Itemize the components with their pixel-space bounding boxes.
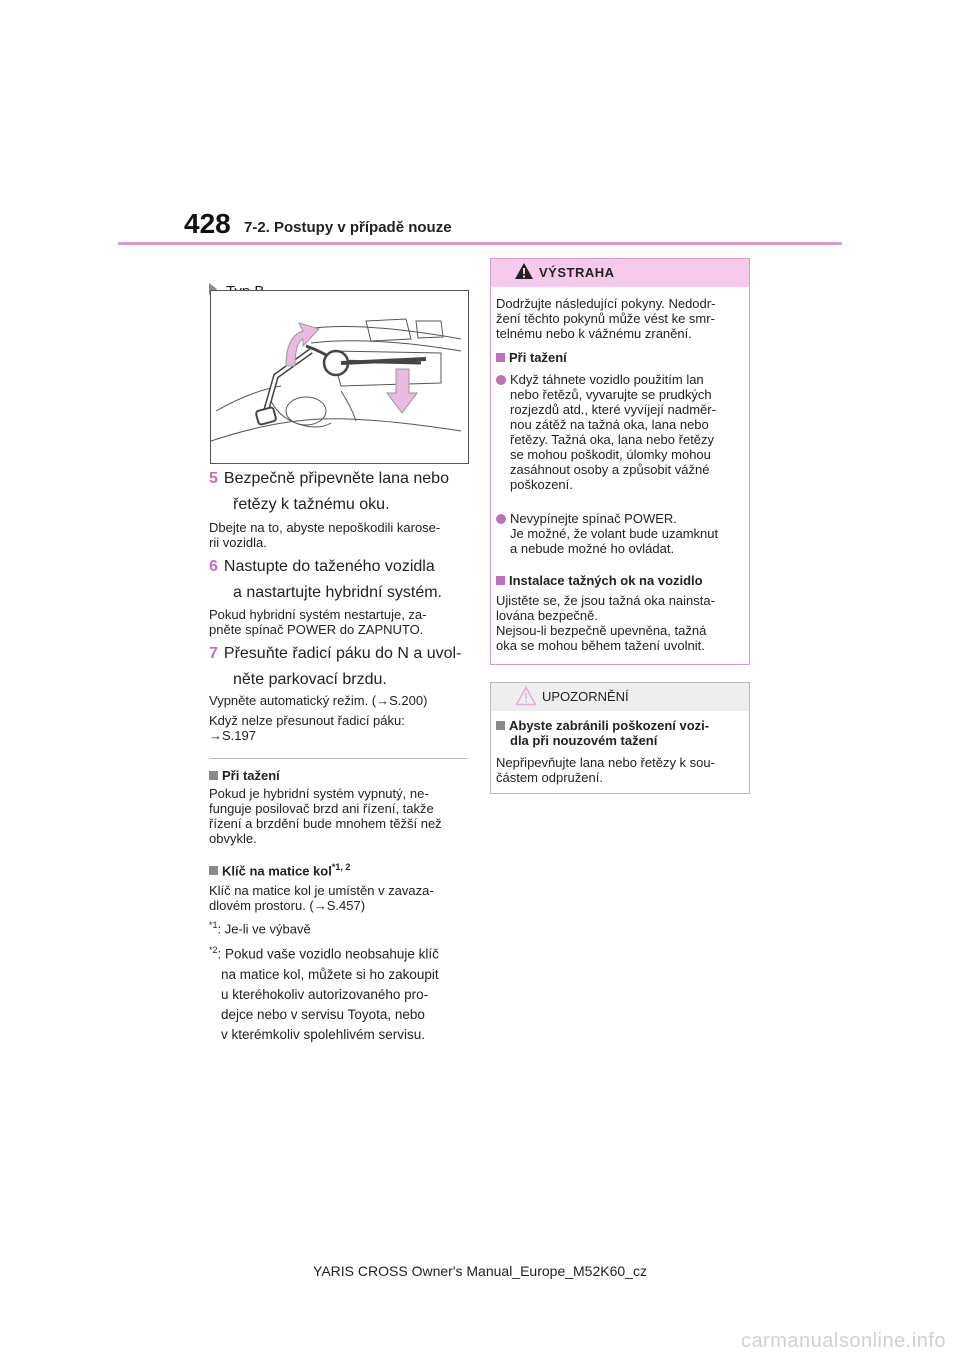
text-line: obvykle. <box>209 831 257 846</box>
caution-section <box>496 718 746 748</box>
square-bullet-icon <box>496 721 505 730</box>
heading-text: Klíč na matice kol <box>222 863 332 879</box>
round-bullet-icon <box>496 514 506 524</box>
rotate-down-arrow-icon <box>387 369 417 413</box>
when-towing-heading <box>209 768 467 783</box>
note-line: rii vozidla. <box>209 535 267 550</box>
text-line: lována bezpečně. <box>496 608 598 623</box>
page-footer: YARIS CROSS Owner's Manual_Europe_M52K60_cz <box>313 1263 647 1279</box>
section-divider <box>209 758 467 759</box>
note-line: pněte spínač POWER do ZAPNUTO. <box>209 622 424 637</box>
text-line: se mohou poškodit, úlomky mohou <box>510 447 711 462</box>
step-text: něte parkovací brzdu. <box>233 671 387 688</box>
caution-triangle-icon <box>515 686 537 706</box>
square-bullet-icon <box>209 866 218 875</box>
footnote-text: : Je-li ve výbavě <box>217 921 311 937</box>
step-7 <box>209 641 467 693</box>
text-line: řízení a brzdění bude mnohem těžší než <box>209 816 442 831</box>
heading-text: Instalace tažných ok na vozidlo <box>509 573 703 588</box>
warning-install-text <box>496 593 746 653</box>
text-line: Klíč na matice kol je umístěn v zavaza- <box>209 883 434 898</box>
caution-text <box>496 755 746 785</box>
text-line: dlovém prostoru. (→S.457) <box>209 898 366 913</box>
note-line: Dbejte na to, abyste nepoškodili karose- <box>209 520 441 535</box>
text-line: a nebude možné ho ovládat. <box>510 541 675 556</box>
warning-intro <box>496 296 746 341</box>
step-number: 7 <box>209 645 218 662</box>
text-line: Když táhnete vozidlo použitím lan <box>510 372 704 387</box>
step-text: Nastupte do taženého vozidla <box>223 558 435 575</box>
text-line: Nevypínejte spínač POWER. <box>510 511 677 526</box>
footnote-1 <box>209 918 467 936</box>
text-line: rozjezdů atd., které vyvíjejí nadměr- <box>510 402 716 417</box>
text-line: Dodržujte následující pokyny. Nedodr- <box>496 296 716 311</box>
footnote-text: v kterémkoliv spolehlivém servisu. <box>221 1026 426 1042</box>
text-line: telnému nebo k vážnému zranění. <box>496 326 692 341</box>
header-divider <box>118 242 842 245</box>
note-line: →S.197 <box>209 728 256 743</box>
text-line: částem odpružení. <box>496 770 603 785</box>
step-number: 5 <box>209 470 218 487</box>
text-line: Je možné, že volant bude uzamknut <box>510 526 719 541</box>
step-number: 6 <box>209 558 218 575</box>
warning-bullet-1 <box>496 372 746 492</box>
note-line: Když nelze přesunout řadicí páku: <box>209 713 405 728</box>
page-number: 428 <box>184 208 231 239</box>
note-line: Pokud hybridní systém nestartuje, za- <box>209 607 427 622</box>
text-line: nou zátěž na tažná oka, lana nebo <box>510 417 709 432</box>
heading-text: Při tažení <box>509 350 567 365</box>
text-line: funguje posilovač brzd ani řízení, takže <box>209 801 434 816</box>
warning-section-install <box>496 573 746 588</box>
footnote-text: na matice kol, můžete si ho zakoupit <box>221 966 439 982</box>
text-line: nebo řetězů, vyvarujte se prudkých <box>510 387 712 402</box>
footnote-marker: *1 <box>209 920 218 930</box>
text-line: Nepřipevňujte lana nebo řetězy k sou- <box>496 755 715 770</box>
warning-section-towing <box>496 350 746 365</box>
footnote-text: : Pokud vaše vozidlo neobsahuje klíč <box>217 946 439 962</box>
step-text: a nastartujte hybridní systém. <box>233 584 442 601</box>
text-line: Pokud je hybridní systém vypnutý, ne- <box>209 786 429 801</box>
footnote-marker: *1, 2 <box>331 862 351 872</box>
section-title: 7-2. Postupy v případě nouze <box>244 219 452 236</box>
step-5-note <box>209 520 467 550</box>
when-towing-text <box>209 786 467 846</box>
step-6-note <box>209 607 467 637</box>
warning-bullet-2 <box>496 511 746 556</box>
footnote-2 <box>209 940 467 1045</box>
text-line: řetězy. Tažná oka, lana nebo řetězy <box>510 432 715 447</box>
warning-triangle-icon <box>514 262 534 280</box>
heading-text: Abyste zabránili poškození vozi- <box>509 718 710 733</box>
step-text: řetězy k tažnému oku. <box>233 496 390 513</box>
footnote-text: u kteréhokoliv autorizovaného pro- <box>221 986 429 1002</box>
wrench-text <box>209 883 467 913</box>
caution-title: UPOZORNĚNÍ <box>542 689 629 704</box>
tow-eye-diagram <box>211 291 468 463</box>
step-7-note-2 <box>209 713 467 743</box>
footnote-marker: *2 <box>209 945 218 955</box>
footnote-text: dejce nebo v servisu Toyota, nebo <box>221 1006 425 1022</box>
step-6 <box>209 554 467 606</box>
step-7-note-1: Vypněte automatický režim. (→S.200) <box>209 693 428 708</box>
square-bullet-icon <box>496 576 505 585</box>
wrench-heading <box>209 862 467 878</box>
step-text: Přesuňte řadicí páku do N a uvol- <box>223 645 462 662</box>
text-line: žení těchto pokynů může vést ke smr- <box>496 311 715 326</box>
heading-text: Při tažení <box>222 768 280 783</box>
text-line: Ujistěte se, že jsou tažná oka nainsta- <box>496 593 715 608</box>
text-line: Nejsou-li bezpečně upevněna, tažná <box>496 623 707 638</box>
step-5 <box>209 466 467 518</box>
text-line: oka se mohou během tažení uvolnit. <box>496 638 705 653</box>
square-bullet-icon <box>209 771 218 780</box>
heading-text: dla při nouzovém tažení <box>510 733 658 748</box>
warning-title: VÝSTRAHA <box>539 265 615 280</box>
text-line: zasáhnout osoby a způsobit vážné <box>510 462 710 477</box>
watermark: carmanualsonline.info <box>740 1330 946 1352</box>
text-line: poškození. <box>510 477 573 492</box>
round-bullet-icon <box>496 375 506 385</box>
step-text: Bezpečně připevněte lana nebo <box>223 470 449 487</box>
square-bullet-icon <box>496 353 505 362</box>
tow-eye-illustration <box>210 290 469 464</box>
